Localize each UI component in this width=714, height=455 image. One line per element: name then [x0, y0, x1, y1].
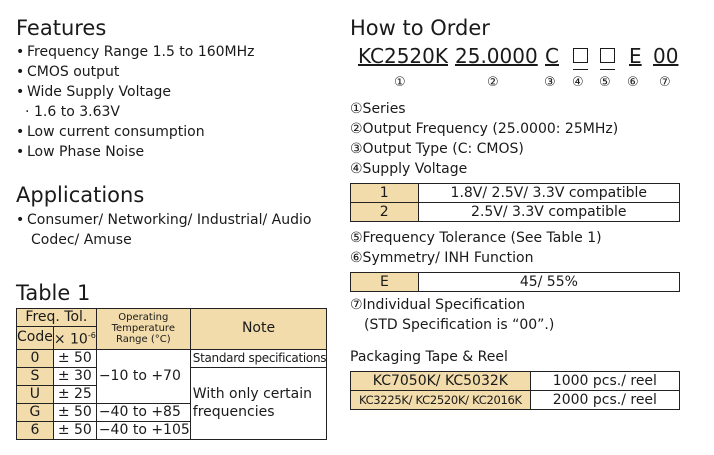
- code-frequency: 25.0000: [455, 44, 538, 68]
- code-num-2: ②: [487, 75, 499, 90]
- symmetry-table: [350, 272, 680, 292]
- code-header: Code: [17, 327, 54, 350]
- list-item: • Wide Supply Voltage: [16, 82, 255, 102]
- list-item: • Low Phase Noise: [16, 142, 255, 162]
- note-certain: With only certain frequencies: [190, 367, 326, 439]
- table-row: KC7050K/ KC5032K 1000 pcs./ reel: [351, 372, 680, 391]
- individual-spec-note: (STD Specification is “00”.): [364, 317, 555, 333]
- temp-range-cell: −10 to +70: [96, 349, 190, 403]
- symmetry-label: ⑥Symmetry/ INH Function: [350, 250, 534, 266]
- code-num-3: ③: [544, 75, 556, 90]
- output-frequency-label: ②Output Frequency (25.0000: 25MHz): [350, 121, 619, 137]
- table1-title: Table 1: [16, 281, 91, 305]
- features-title: Features: [16, 16, 107, 40]
- features-list: [16, 42, 255, 162]
- table-row: E 45/ 55%: [351, 273, 680, 292]
- list-item: • Consumer/ Networking/ Industrial/ Audio: [16, 210, 311, 230]
- code-tolerance-box: [600, 47, 615, 70]
- code-series: KC2520K: [358, 44, 448, 68]
- frequency-tolerance-label: ⑤Frequency Tolerance (See Table 1): [350, 230, 602, 246]
- table-row: G ± 50 −40 to +85: [17, 403, 327, 421]
- code-output-type: C: [545, 44, 559, 68]
- code-num-7: ⑦: [659, 75, 671, 90]
- applications-list: [16, 210, 311, 230]
- table-row: 2 2.5V/ 3.3V compatible: [351, 203, 680, 222]
- packaging-table: [350, 371, 680, 410]
- code-num-5: ⑤: [599, 75, 611, 90]
- unit-header: × $10^{-6}$: [53, 327, 96, 350]
- code-individual: 00: [653, 44, 679, 68]
- code-symmetry: E: [629, 44, 642, 68]
- tolerance-table: [16, 308, 327, 440]
- list-item: • CMOS output: [16, 62, 255, 82]
- op-temp-header: Operating Temperature Range (°C): [96, 309, 190, 350]
- table-row: 0 ± 50 −10 to +70 Standard specifications: [17, 349, 327, 367]
- list-item: • Frequency Range 1.5 to 160MHz: [16, 42, 255, 62]
- output-type-label: ③Output Type (C: CMOS): [350, 141, 524, 157]
- table-row: KC3225K/ KC2520K/ KC2016K 2000 pcs./ reel: [351, 391, 680, 410]
- supply-voltage-table: [350, 183, 680, 222]
- packaging-title: Packaging Tape & Reel: [350, 349, 508, 365]
- table-row: 1 1.8V/ 2.5V/ 3.3V compatible: [351, 184, 680, 203]
- series-label: ①Series: [350, 101, 406, 117]
- code-num-6: ⑥: [627, 75, 639, 90]
- list-item: • Low current consumption: [16, 122, 255, 142]
- applications-continuation: Codec/ Amuse: [31, 232, 132, 248]
- individual-spec-label: ⑦Individual Specification: [350, 297, 526, 313]
- code-supply-box: [573, 47, 588, 70]
- note-standard: Standard specifications: [190, 349, 326, 367]
- list-item: · 1.6 to 3.63V: [16, 102, 255, 122]
- table-row: S ± 30 With only certain frequencies: [17, 367, 327, 385]
- code-num-1: ①: [394, 75, 406, 90]
- applications-title: Applications: [16, 183, 145, 207]
- supply-voltage-label: ④Supply Voltage: [350, 161, 468, 177]
- table-row: 6 ± 50 −40 to +105: [17, 421, 327, 439]
- code-num-4: ④: [572, 75, 584, 90]
- how-to-order-title: How to Order: [350, 16, 490, 40]
- table-row: U ± 25: [17, 385, 327, 403]
- freq-tol-header: Freq. Tol.: [17, 309, 97, 327]
- note-header: Note: [190, 309, 326, 350]
